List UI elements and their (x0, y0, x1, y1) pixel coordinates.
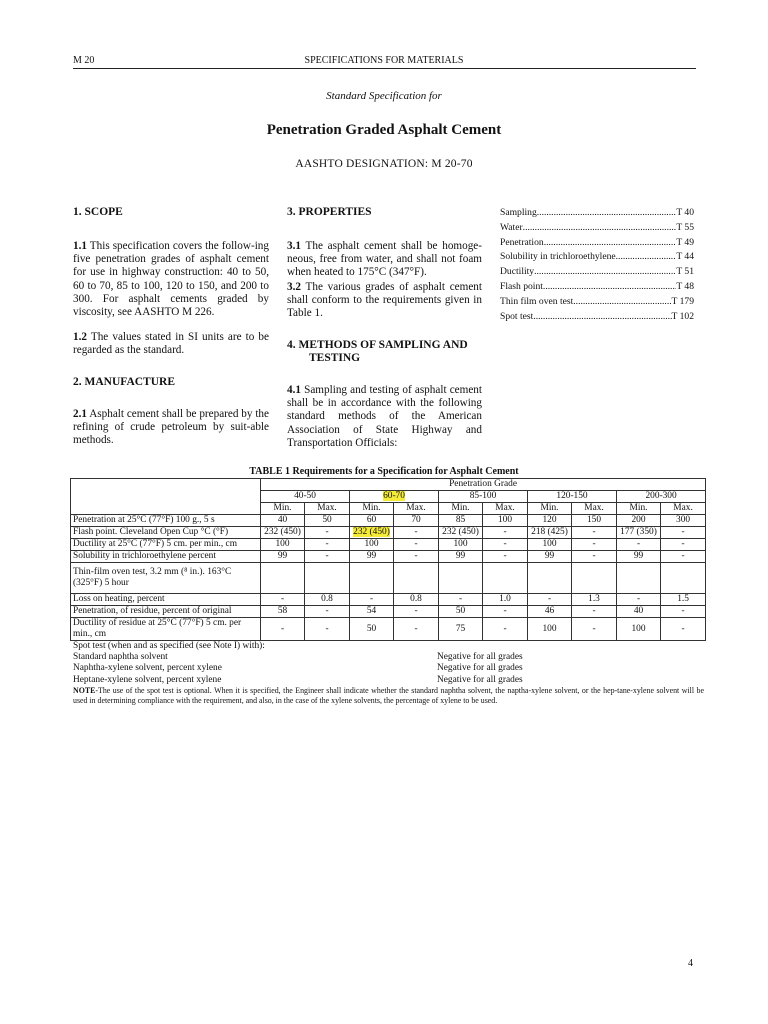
table-cell: - (305, 618, 350, 641)
table-cell: 40 (261, 515, 305, 527)
table-cell: 200 (617, 515, 661, 527)
table-cell: - (394, 618, 439, 641)
table-cell: 99 (617, 551, 661, 563)
page-number: 4 (688, 958, 693, 969)
table-row (71, 551, 706, 563)
table-group-header-row (71, 479, 706, 491)
method-code: T 51 (676, 266, 694, 278)
table-cell: 232 (450) (261, 527, 305, 539)
table-cell: 218 (425) (528, 527, 572, 539)
method-item (500, 236, 694, 251)
table-row (71, 563, 706, 594)
max-header: Max. (483, 503, 528, 515)
page-code: M 20 (73, 55, 95, 66)
min-header: Min. (528, 503, 572, 515)
table-cell: 85 (439, 515, 483, 527)
table-cell: - (528, 594, 572, 606)
table-cell (305, 563, 350, 594)
method-name: Spot test (500, 310, 534, 322)
designation: AASHTO DESIGNATION: M 20-70 (295, 158, 473, 170)
note-label: NOTE (73, 686, 96, 695)
table-cell: - (661, 618, 706, 641)
table-cell (661, 563, 706, 594)
table-row (71, 539, 706, 551)
table-cell: - (661, 527, 706, 539)
min-header: Min. (261, 503, 305, 515)
spot-test-value: Negative for all grades (437, 652, 523, 663)
method-name: Ductility (500, 266, 535, 278)
leader-dots (533, 310, 671, 325)
section-4-1: 4.1 Sampling and testing of asphalt cement shall be in accordance with the following standard methods of the American Association of State Highway and Transportation Officials: (287, 384, 482, 449)
table-cell: - (661, 606, 706, 618)
methods-list (500, 206, 694, 324)
section-3-2: 3.2 The various grades of asphalt cement shall conform to the requirements given in Table 1. (287, 281, 482, 320)
leader-dots (534, 265, 676, 280)
table-cell: - (394, 606, 439, 618)
method-item (500, 250, 694, 265)
method-item (500, 295, 694, 310)
highlighted-value: 232 (450) (353, 527, 390, 537)
table-cell: 120 (528, 515, 572, 527)
table-caption: TABLE 1 Requirements for a Specification for Asphalt Cement (249, 466, 519, 477)
method-item (500, 280, 694, 295)
row-label: Ductility at 25°C (77°F) 5 cm. per min., cm (71, 539, 261, 551)
table-cell (350, 563, 394, 594)
table-cell: 46 (528, 606, 572, 618)
table-cell: 100 (439, 539, 483, 551)
table-row (71, 515, 706, 527)
spot-test-row (73, 652, 704, 663)
table-cell (261, 563, 305, 594)
standard-for-line: Standard Specification for (326, 90, 442, 102)
table-row (71, 527, 706, 539)
method-name: Thin film oven test (500, 295, 574, 307)
table-cell (572, 563, 617, 594)
table-cell: - (394, 527, 439, 539)
row-label: Ductility of residue at 25°C (77°F) 5 cm. per min., cm (71, 618, 261, 641)
method-code: T 40 (676, 207, 694, 218)
methods-heading: 4. METHODS OF SAMPLING AND TESTING (287, 339, 468, 365)
spot-test-block (73, 641, 704, 686)
grade-60-70-highlight: 60-70 (383, 491, 405, 501)
table-cell: 1.3 (572, 594, 617, 606)
max-header: Max. (394, 503, 439, 515)
method-code: T 179 (671, 295, 694, 307)
table-cell: 99 (439, 551, 483, 563)
header-rule (73, 68, 696, 69)
table-cell: - (617, 594, 661, 606)
table-cell: 75 (439, 618, 483, 641)
table-cell: - (261, 618, 305, 641)
method-code: T 49 (676, 236, 694, 248)
row-label: Thin-film oven test, 3.2 mm (⁸ in.). 163°C (325°F) 5 hour (71, 563, 261, 594)
method-name: Flash point (500, 280, 543, 292)
row-label: Loss on heating, percent (71, 594, 261, 606)
penetration-grade-header: Penetration Grade (261, 479, 706, 491)
leader-dots (544, 236, 677, 251)
table-cell: 100 (528, 539, 572, 551)
table-cell: 99 (528, 551, 572, 563)
table-cell: - (572, 618, 617, 641)
min-header: Min. (350, 503, 394, 515)
table-cell: - (572, 606, 617, 618)
table-cell: 60 (350, 515, 394, 527)
table-cell: - (394, 539, 439, 551)
method-name: Water (500, 221, 523, 233)
method-item (500, 310, 694, 325)
table-cell: - (305, 606, 350, 618)
method-code: T 44 (676, 251, 694, 263)
max-header: Max. (305, 503, 350, 515)
table-cell: - (394, 551, 439, 563)
table-cell: 50 (439, 606, 483, 618)
spot-test-value: Negative for all grades (437, 663, 523, 674)
table-cell: 54 (350, 606, 394, 618)
method-name: Solubility in trichloroethylene (500, 251, 616, 263)
method-name: Sampling (500, 207, 537, 218)
table-cell (483, 563, 528, 594)
leader-dots (543, 280, 676, 295)
table-cell: 232 (450) (439, 527, 483, 539)
table-cell: - (572, 551, 617, 563)
section-1-1: 1.1 This specification covers the follow-ing five penetration grades of asphalt cement for use in highway construction: 40 to 50, 60 to 70, 85 to 100, 120 to 150, and 200 to 300. For asphalt cements graded by viscosity, see AASHTO M 226. (73, 240, 269, 319)
requirements-table (70, 478, 706, 641)
method-code: T 55 (676, 221, 694, 233)
spot-test-label: Heptane-xylene solvent, percent xylene (73, 674, 222, 685)
row-label: Flash point. Cleveland Open Cup °C (°F) (71, 527, 261, 539)
table-cell: 300 (661, 515, 706, 527)
max-header: Max. (661, 503, 706, 515)
spot-test-row (73, 675, 704, 686)
table-cell: 100 (261, 539, 305, 551)
table-cell: - (617, 539, 661, 551)
spot-test-value: Negative for all grades (437, 674, 523, 685)
table-cell: - (350, 594, 394, 606)
scope-heading: 1. SCOPE (73, 206, 123, 218)
table-cell: - (305, 551, 350, 563)
method-item (500, 206, 694, 221)
table-cell: - (261, 594, 305, 606)
spot-test-label: Naphtha-xylene solvent, percent xylene (73, 663, 222, 674)
table-cell: 100 (350, 539, 394, 551)
section-1-2: 1.2 The values stated in SI units are to be regarded as the standard. (73, 331, 269, 357)
table-cell: - (483, 539, 528, 551)
row-label: Penetration, of residue, percent of original (71, 606, 261, 618)
table-cell (617, 563, 661, 594)
row-label: Penetration at 25°C (77°F) 100 g., 5 s (71, 515, 261, 527)
table-cell: - (305, 527, 350, 539)
table-corner-cell (71, 479, 261, 515)
spot-test-row (73, 663, 704, 674)
running-title: SPECIFICATIONS FOR MATERIALS (304, 55, 464, 66)
table-cell: 1.5 (661, 594, 706, 606)
grade-200-300: 200-300 (617, 491, 706, 503)
table-note (73, 686, 704, 707)
table-cell: 100 (528, 618, 572, 641)
table-cell: - (572, 539, 617, 551)
document-title: Penetration Graded Asphalt Cement (266, 122, 502, 138)
section-3-1: 3.1 The asphalt cement shall be homoge-neous, free from water, and shall not foam when heated to 175°C (347°F). (287, 240, 482, 279)
spot-test-intro: Spot test (when and as specified (see Note I) with): (73, 641, 265, 651)
properties-heading: 3. PROPERTIES (287, 206, 372, 218)
method-code: T 102 (671, 310, 694, 322)
leader-dots (573, 295, 671, 310)
table-cell: 50 (350, 618, 394, 641)
table-row (71, 594, 706, 606)
table-cell: - (483, 551, 528, 563)
table-cell: 50 (305, 515, 350, 527)
table-cell: - (661, 539, 706, 551)
table-cell (350, 527, 394, 539)
table-cell (394, 563, 439, 594)
table-cell: 100 (483, 515, 528, 527)
table-cell: 150 (572, 515, 617, 527)
method-item (500, 265, 694, 280)
table-cell: 100 (617, 618, 661, 641)
max-header: Max. (572, 503, 617, 515)
table-cell: 40 (617, 606, 661, 618)
table-cell: 0.8 (394, 594, 439, 606)
grade-120-150: 120-150 (528, 491, 617, 503)
table-cell: 99 (350, 551, 394, 563)
table-cell: 58 (261, 606, 305, 618)
min-header: Min. (439, 503, 483, 515)
table-cell: - (661, 551, 706, 563)
table-row (71, 618, 706, 641)
spot-test-label: Standard naphtha solvent (73, 652, 168, 663)
grade-85-100: 85-100 (439, 491, 528, 503)
table-cell: - (483, 618, 528, 641)
leader-dots (523, 221, 677, 236)
table-cell: - (483, 606, 528, 618)
leader-dots (616, 250, 677, 265)
table-cell: - (572, 527, 617, 539)
grade-60-70 (350, 491, 439, 503)
note-text: -The use of the spot test is optional. When it is specified, the Engineer shall indicate whether the standard naphtha solvent, the naptha-xylene solvent, or the hep-tane-xylene solvent will be used in determining compliance with the requirement, and also, in the case of the xylene solvents, the percentage of xylene to be used. (73, 686, 704, 706)
table-cell: 0.8 (305, 594, 350, 606)
table-row (71, 606, 706, 618)
method-name: Penetration (500, 236, 544, 248)
table-cell: - (305, 539, 350, 551)
grade-40-50: 40-50 (261, 491, 350, 503)
section-2-1: 2.1 Asphalt cement shall be prepared by the refining of crude petroleum by suit-able methods. (73, 408, 269, 447)
row-label: Solubility in trichloroethylene percent (71, 551, 261, 563)
table-cell: 1.0 (483, 594, 528, 606)
method-item (500, 221, 694, 236)
table-cell (528, 563, 572, 594)
table-cell (439, 563, 483, 594)
table-cell: - (483, 527, 528, 539)
min-header: Min. (617, 503, 661, 515)
table-cell: 177 (350) (617, 527, 661, 539)
table-cell: 99 (261, 551, 305, 563)
table-cell: 70 (394, 515, 439, 527)
method-code: T 48 (676, 280, 694, 292)
table-cell: - (439, 594, 483, 606)
manufacture-heading: 2. MANUFACTURE (73, 376, 176, 388)
leader-dots (537, 206, 677, 221)
